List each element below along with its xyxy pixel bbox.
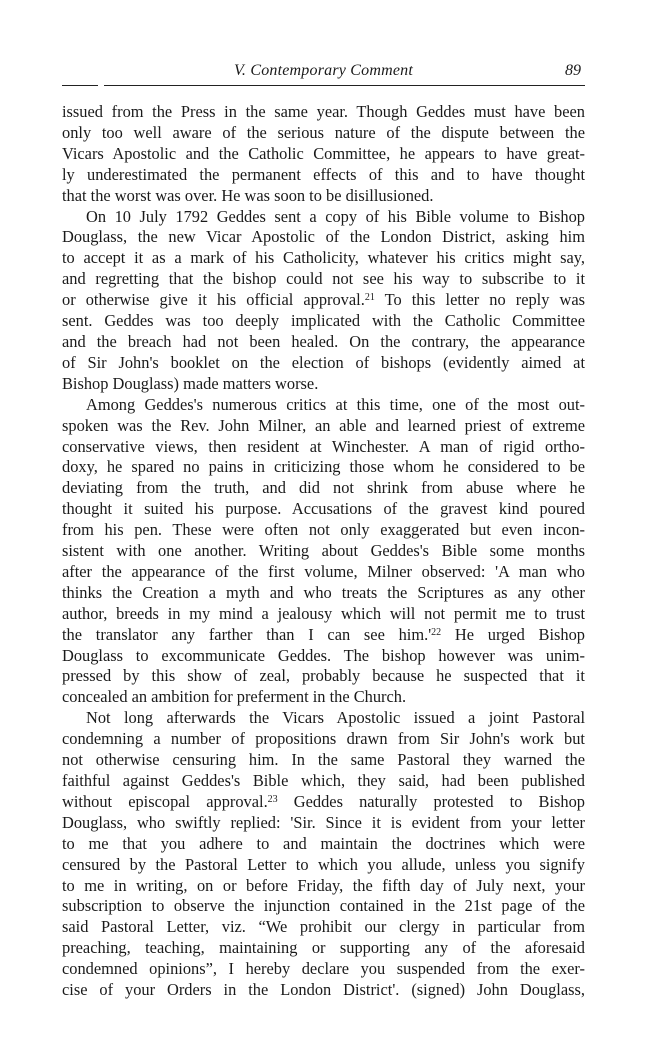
text-line: condemning a number of propositions drawn from Sir John's work but bbox=[62, 729, 585, 749]
text-line: thought it suited his purpose. Accusations of the gravest kind poured bbox=[62, 499, 585, 519]
header-rule-right bbox=[104, 85, 585, 86]
header-rule-left bbox=[62, 85, 98, 86]
paragraph-1 bbox=[62, 102, 585, 207]
text-line: subscription to observe the injunction contained in the 21st page of the bbox=[62, 896, 585, 916]
paragraph-3 bbox=[62, 395, 585, 709]
running-title: V. Contemporary Comment bbox=[234, 62, 413, 79]
text-line: Vicars Apostolic and the Catholic Committee, he appears to have great- bbox=[62, 143, 585, 163]
running-head bbox=[62, 58, 585, 84]
text-line: and the breach had not been healed. On the contrary, the appearance bbox=[62, 331, 585, 351]
text-line: censured by the Pastoral Letter to which you allude, unless you signify bbox=[62, 854, 585, 874]
text-line: only too well aware of the serious nature of the dispute between the bbox=[62, 122, 585, 142]
text-line: that the worst was over. He was soon to be disillusioned. bbox=[62, 185, 434, 205]
text-line: to accept it as a mark of his Catholicity, whatever his critics might say, bbox=[62, 248, 585, 268]
text-line: Douglass, the new Vicar Apostolic of the London District, asking him bbox=[62, 227, 585, 247]
text-line: On 10 July 1792 Geddes sent a copy of his Bible volume to Bishop bbox=[86, 206, 585, 226]
text-line: Douglass to excommunicate Geddes. The bishop however was unim- bbox=[62, 645, 585, 665]
text-line: after the appearance of the first volume, Milner observed: 'A man who bbox=[62, 561, 585, 581]
text-line bbox=[62, 792, 585, 813]
paragraph-4 bbox=[62, 708, 585, 1001]
text-line: sent. Geddes was too deeply implicated with the Catholic Committee bbox=[62, 311, 585, 331]
text-line: thinks the Creation a myth and who treats the Scriptures as any other bbox=[62, 582, 585, 602]
page-number: 89 bbox=[565, 62, 581, 79]
text-line: author, breeds in my mind a jealousy which will not permit me to trust bbox=[62, 603, 585, 623]
text-line bbox=[62, 625, 585, 646]
text-line: to me that you adhere to and maintain the doctrines which were bbox=[62, 833, 585, 853]
text-segment: He urged Bishop bbox=[441, 624, 585, 644]
text-line: Not long afterwards the Vicars Apostolic issued a joint Pastoral bbox=[86, 708, 585, 728]
text-segment: or otherwise give it his official approval. bbox=[62, 290, 365, 310]
body-text bbox=[62, 102, 585, 1001]
text-line: said Pastoral Letter, viz. “We prohibit our clergy in particular from bbox=[62, 917, 585, 937]
text-segment: To this letter no reply was bbox=[374, 290, 585, 310]
book-page bbox=[62, 58, 585, 1001]
text-segment: the translator any farther than I can see him.' bbox=[62, 624, 432, 644]
text-line: of Sir John's booklet on the election of bishops (evidently aimed at bbox=[62, 352, 585, 372]
text-line: concealed an ambition for preferment in the Church. bbox=[62, 687, 407, 707]
text-line bbox=[62, 290, 585, 311]
text-line: pressed by this show of zeal, probably because he suspected that it bbox=[62, 666, 585, 686]
footnote-ref-22: 22 bbox=[431, 626, 442, 638]
text-line: Among Geddes's numerous critics at this time, one of the most out- bbox=[86, 394, 585, 414]
text-line: preaching, teaching, maintaining or supporting any of the aforesaid bbox=[62, 938, 585, 958]
text-line: sistent with one another. Writing about Geddes's Bible some months bbox=[62, 541, 585, 561]
text-line: faithful against Geddes's Bible which, they said, had been published bbox=[62, 771, 585, 790]
footnote-ref-21: 21 bbox=[364, 292, 375, 304]
text-line: ly underestimated the permanent effects of this and to have thought bbox=[62, 164, 585, 184]
text-line: Bishop Douglass) made matters worse. bbox=[62, 373, 319, 393]
text-line: spoken was the Rev. John Milner, an able and learned priest of extreme bbox=[62, 415, 585, 435]
paragraph-2 bbox=[62, 207, 585, 395]
footnote-ref-23: 23 bbox=[267, 793, 278, 805]
text-line: condemned opinions”, I hereby declare you suspended from the exer- bbox=[62, 959, 585, 979]
text-line: conservative views, then resident at Winchester. A man of rigid ortho- bbox=[62, 436, 585, 456]
text-segment: without episcopal approval. bbox=[62, 791, 268, 811]
text-line: doxy, he spared no pains in criticizing those whom he considered to be bbox=[62, 457, 585, 477]
text-line: Douglass, who swiftly replied: 'Sir. Since it is evident from your letter bbox=[62, 812, 585, 832]
text-line: issued from the Press in the same year. Though Geddes must have been bbox=[62, 102, 585, 121]
text-line: deviating from the truth, and did not shrink from abuse where he bbox=[62, 478, 585, 498]
text-line: from his pen. These were often not only exaggerated but even incon- bbox=[62, 520, 585, 540]
header-rule bbox=[62, 84, 585, 94]
text-segment: Geddes naturally protested to Bishop bbox=[277, 791, 585, 811]
text-line: cise of your Orders in the London District'. (signed) John Douglass, bbox=[62, 980, 585, 1000]
text-line: not otherwise censuring him. In the same Pastoral they warned the bbox=[62, 750, 585, 770]
text-line: and regretting that the bishop could not see his way to subscribe to it bbox=[62, 269, 585, 289]
text-line: to me in writing, on or before Friday, the fifth day of July next, your bbox=[62, 875, 585, 895]
